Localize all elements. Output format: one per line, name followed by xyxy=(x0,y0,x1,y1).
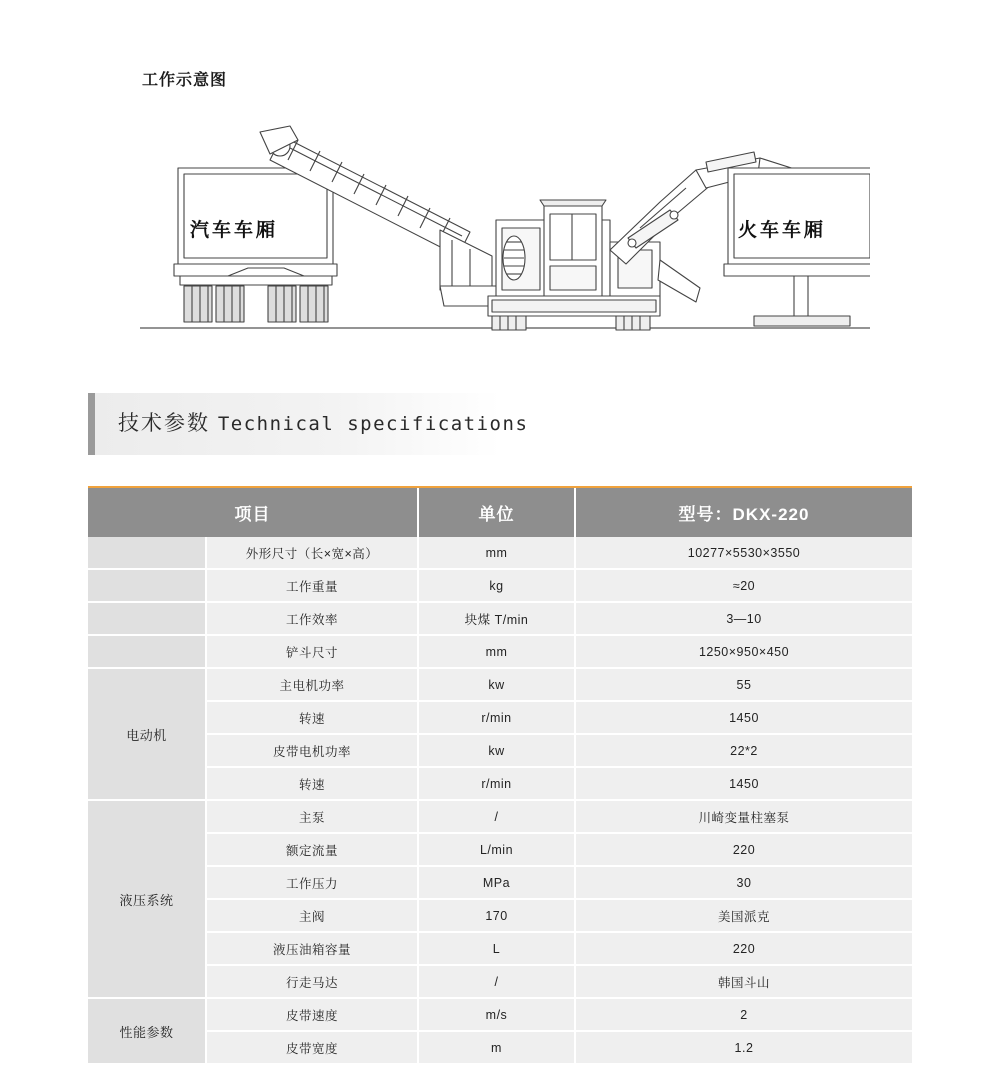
row-unit-cell: L/min xyxy=(418,833,575,866)
row-item-cell: 行走马达 xyxy=(206,965,418,998)
row-group-cell xyxy=(88,537,206,569)
header-unit: 单位 xyxy=(418,488,575,537)
row-group-cell xyxy=(88,635,206,668)
row-group-cell: 性能参数 xyxy=(88,998,206,1064)
train-car-shape xyxy=(724,168,870,326)
row-item-cell: 铲斗尺寸 xyxy=(206,635,418,668)
table-row xyxy=(88,998,912,1031)
figure-title: 工作示意图 xyxy=(142,72,228,89)
row-value-cell: 1250×950×450 xyxy=(575,635,912,668)
truck-label: 汽车车厢 xyxy=(190,220,279,241)
header-item: 项目 xyxy=(88,488,418,537)
row-unit-cell: MPa xyxy=(418,866,575,899)
machine-body-shape xyxy=(488,200,660,330)
row-value-cell: 美国派克 xyxy=(575,899,912,932)
row-group-cell xyxy=(88,602,206,635)
banner-text-en: Technical specifications xyxy=(217,413,529,435)
row-value-cell: 10277×5530×3550 xyxy=(575,537,912,569)
row-unit-cell: 170 xyxy=(418,899,575,932)
banner-accent-bar xyxy=(88,393,95,455)
row-value-cell: 2 xyxy=(575,998,912,1031)
table-row xyxy=(88,800,912,833)
row-value-cell: 1.2 xyxy=(575,1031,912,1064)
machine-illustration xyxy=(140,110,870,350)
row-unit-cell: r/min xyxy=(418,701,575,734)
row-item-cell: 工作压力 xyxy=(206,866,418,899)
row-item-cell: 主泵 xyxy=(206,800,418,833)
row-unit-cell: m xyxy=(418,1031,575,1064)
table-row xyxy=(88,767,912,800)
row-item-cell: 转速 xyxy=(206,767,418,800)
row-value-cell: 3—10 xyxy=(575,602,912,635)
spec-banner xyxy=(88,393,529,455)
row-group-cell: 液压系统 xyxy=(88,800,206,998)
table-body xyxy=(88,537,912,1064)
table-row xyxy=(88,701,912,734)
table-row xyxy=(88,537,912,569)
table-row xyxy=(88,965,912,998)
table-row xyxy=(88,734,912,767)
row-item-cell: 液压油箱容量 xyxy=(206,932,418,965)
table-row xyxy=(88,1031,912,1064)
row-value-cell: 1450 xyxy=(575,767,912,800)
row-unit-cell: L xyxy=(418,932,575,965)
row-value-cell: 30 xyxy=(575,866,912,899)
row-item-cell: 外形尺寸（长×宽×高） xyxy=(206,537,418,569)
table-row xyxy=(88,833,912,866)
row-value-cell: 1450 xyxy=(575,701,912,734)
row-group-cell: 电动机 xyxy=(88,668,206,800)
row-group-cell xyxy=(88,569,206,602)
row-item-cell: 额定流量 xyxy=(206,833,418,866)
row-item-cell: 工作效率 xyxy=(206,602,418,635)
row-unit-cell: mm xyxy=(418,635,575,668)
row-unit-cell: kw xyxy=(418,668,575,701)
truck-body-shape xyxy=(174,168,337,322)
train-label: 火车车厢 xyxy=(738,220,827,241)
row-value-cell: 川崎变量柱塞泵 xyxy=(575,800,912,833)
table-row xyxy=(88,668,912,701)
row-value-cell: 220 xyxy=(575,833,912,866)
table-row xyxy=(88,569,912,602)
header-model: 型号：DKX-220 xyxy=(575,488,912,537)
row-item-cell: 主阀 xyxy=(206,899,418,932)
row-unit-cell: m/s xyxy=(418,998,575,1031)
specifications-table xyxy=(88,488,912,1065)
table-row xyxy=(88,635,912,668)
row-unit-cell: mm xyxy=(418,537,575,569)
banner-text xyxy=(118,407,528,437)
row-value-cell: 韩国斗山 xyxy=(575,965,912,998)
table-row xyxy=(88,899,912,932)
row-unit-cell: / xyxy=(418,965,575,998)
row-value-cell: 220 xyxy=(575,932,912,965)
row-unit-cell: kw xyxy=(418,734,575,767)
table-header-row xyxy=(88,488,912,537)
table-row xyxy=(88,932,912,965)
row-unit-cell: 块煤 T/min xyxy=(418,602,575,635)
table-row xyxy=(88,866,912,899)
row-unit-cell: r/min xyxy=(418,767,575,800)
row-unit-cell: / xyxy=(418,800,575,833)
table-row xyxy=(88,602,912,635)
row-item-cell: 皮带电机功率 xyxy=(206,734,418,767)
row-value-cell: ≈20 xyxy=(575,569,912,602)
row-item-cell: 转速 xyxy=(206,701,418,734)
row-item-cell: 皮带速度 xyxy=(206,998,418,1031)
row-value-cell: 22*2 xyxy=(575,734,912,767)
row-unit-cell: kg xyxy=(418,569,575,602)
row-value-cell: 55 xyxy=(575,668,912,701)
row-item-cell: 工作重量 xyxy=(206,569,418,602)
banner-text-cn: 技术参数 xyxy=(118,412,210,435)
row-item-cell: 皮带宽度 xyxy=(206,1031,418,1064)
row-item-cell: 主电机功率 xyxy=(206,668,418,701)
